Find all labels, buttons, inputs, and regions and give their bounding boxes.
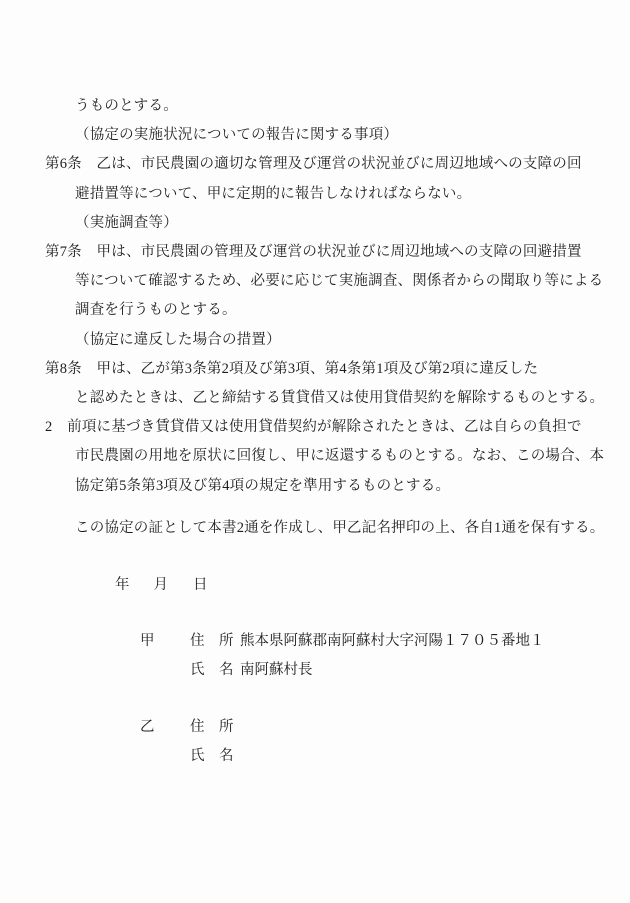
body-line: 避措置等について、甲に定期的に報告しなければならない。 bbox=[75, 185, 472, 202]
signature-block-otsu bbox=[45, 713, 600, 771]
signature-row bbox=[45, 656, 600, 685]
signature-block-kou bbox=[45, 627, 600, 685]
body-line: 協定第5条第3項及び第4項の規定を準用するものとする。 bbox=[75, 477, 451, 494]
article-7-line: 第7条 甲は、市民農園の管理及び運営の状況並びに周辺地域への支障の回避措置 bbox=[45, 244, 582, 261]
year-label: 年 bbox=[115, 577, 130, 594]
signature-row bbox=[45, 742, 600, 771]
address-label: 住 所 bbox=[190, 718, 234, 735]
body-line: 等について確認するため、必要に応じて実施調査、関係者からの聞取り等による bbox=[75, 273, 604, 290]
body-line: と認めたときは、乙と締結する賃貸借又は使用貸借契約を解除するものとする。 bbox=[75, 390, 605, 407]
date-line bbox=[45, 571, 600, 600]
section-heading: （協定の実施状況についての報告に関する事項） bbox=[75, 127, 399, 144]
day-label: 日 bbox=[193, 577, 208, 594]
name-label: 氏 名 bbox=[190, 747, 234, 764]
month-label: 月 bbox=[153, 577, 168, 594]
body-line: うものとする。 bbox=[75, 98, 178, 114]
body-line: 調査を行うものとする。 bbox=[75, 302, 237, 319]
signature-row bbox=[45, 713, 600, 742]
signature-party-kou: 甲 bbox=[140, 633, 155, 650]
closing-sentence: この協定の証として本書2通を作成し、甲乙記名押印の上、各自1通を保有する。 bbox=[75, 519, 605, 536]
address-value-kou: 熊本県阿蘇郡南阿蘇村大字河陽１７０５番地１ bbox=[240, 633, 545, 650]
paragraph-2-line: 2 前項に基づき賃貸借又は使用貸借契約が解除されたときは、乙は自らの負担で bbox=[45, 419, 582, 436]
body-line: 市民農園の用地を原状に回復し、甲に返還するものとする。なお、この場合、本 bbox=[75, 448, 605, 465]
section-heading: （実施調査等） bbox=[75, 214, 178, 231]
signature-row bbox=[45, 627, 600, 656]
agreement-body bbox=[45, 92, 605, 771]
signature-party-otsu: 乙 bbox=[140, 718, 155, 735]
name-label: 氏 名 bbox=[190, 662, 234, 679]
article-6-line: 第6条 乙は、市民農園の適切な管理及び運営の状況並びに周辺地域への支障の回 bbox=[45, 156, 582, 173]
address-label: 住 所 bbox=[190, 633, 234, 650]
article-8-line: 第8条 甲は、乙が第3条第2項及び第3項、第4条第1項及び第2項に違反した bbox=[45, 360, 539, 377]
name-value-kou: 南阿蘇村長 bbox=[240, 662, 313, 679]
section-heading: （協定に違反した場合の措置） bbox=[75, 331, 281, 348]
